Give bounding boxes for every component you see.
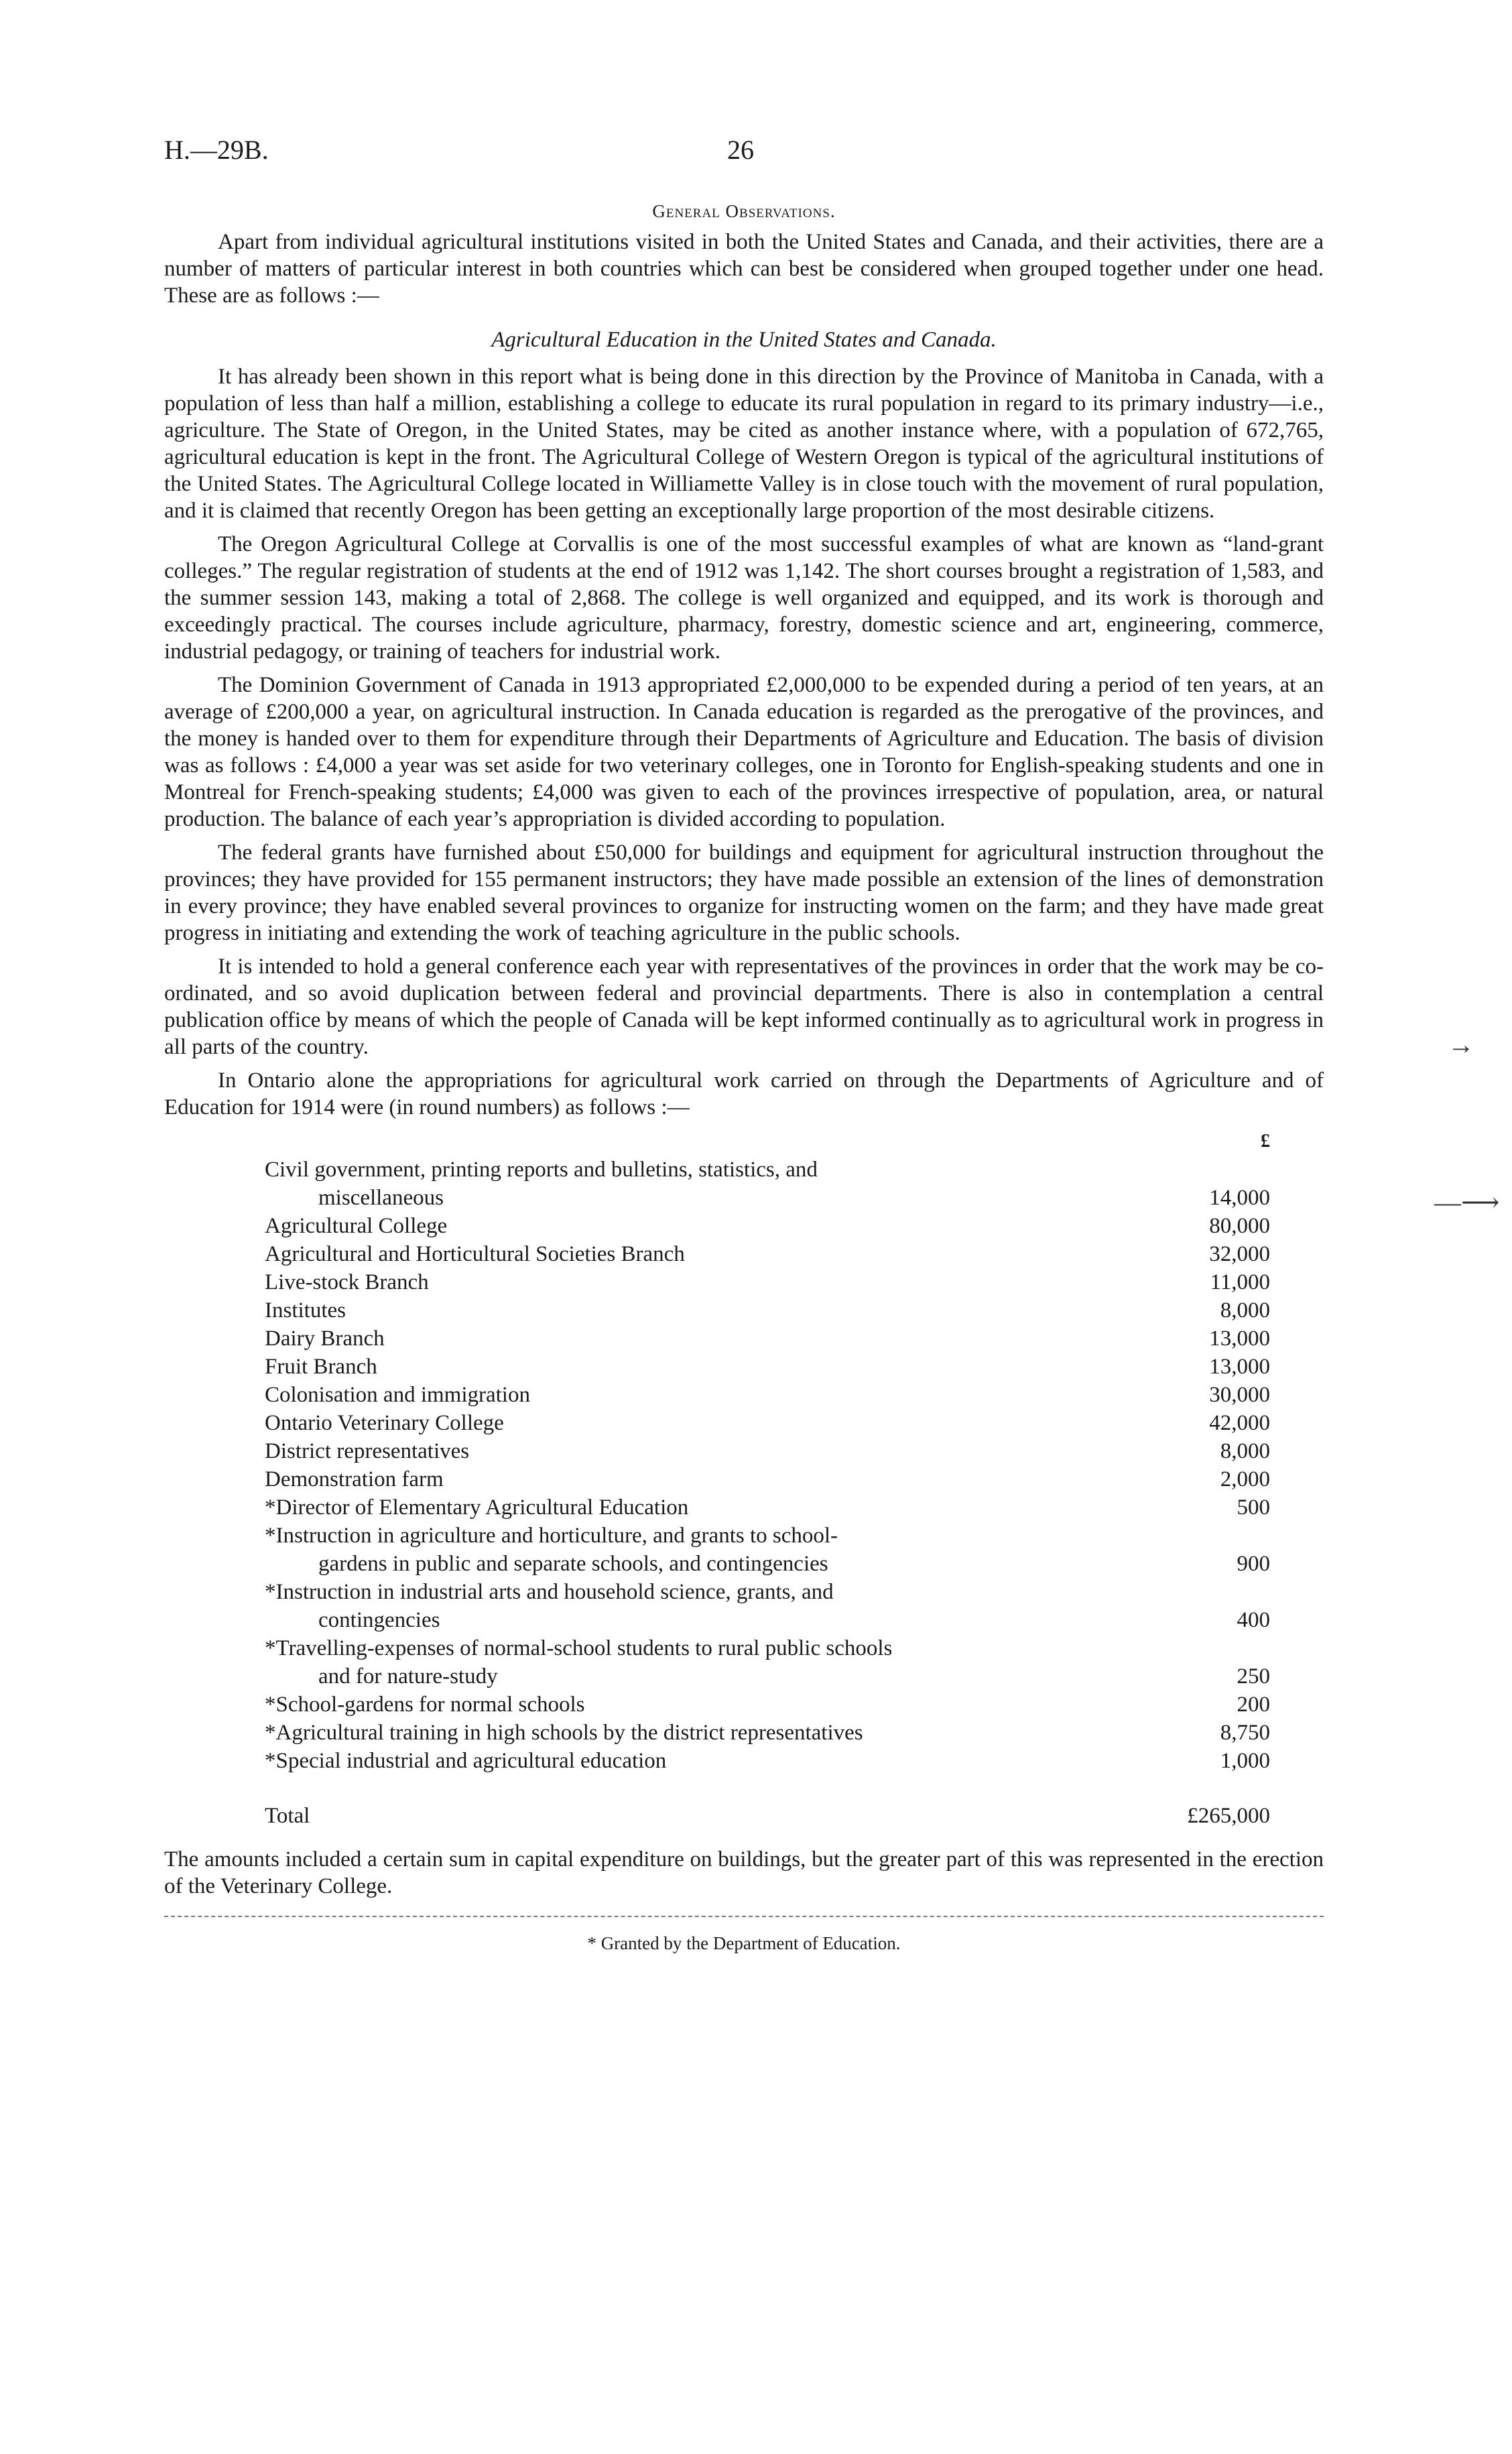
currency-symbol: £ [1261, 1131, 1270, 1152]
appropriation-row [265, 1268, 1270, 1296]
appropriation-row [265, 1437, 1270, 1465]
appropriation-label-continuation: contingencies [318, 1608, 440, 1632]
appropriation-label: Live-stock Branch [265, 1270, 429, 1294]
appropriation-label: *Special industrial and agricultural education [265, 1749, 667, 1773]
appropriation-row [265, 1212, 1270, 1240]
subheading: Agricultural Education in the United States and Canada. [491, 328, 997, 352]
appropriation-row [265, 1578, 1270, 1634]
appropriation-amount: 80,000 [1209, 1214, 1270, 1238]
section-title: General Observations. [652, 201, 836, 221]
appropriation-label-continuation: gardens in public and separate schools, and contingencies [318, 1552, 828, 1576]
appropriation-label: Colonisation and immigration [265, 1383, 530, 1407]
appropriation-amount: 400 [1237, 1608, 1270, 1632]
appropriation-amount: 200 [1237, 1693, 1270, 1717]
appropriation-amount: 8,750 [1220, 1721, 1270, 1745]
appropriation-amount: 8,000 [1220, 1298, 1270, 1323]
appropriation-label: *Instruction in agriculture and horticulture, and grants to school- [265, 1524, 838, 1548]
appropriation-amount: 8,000 [1220, 1439, 1270, 1463]
appropriation-row [265, 1522, 1270, 1578]
appropriation-amount: 42,000 [1209, 1411, 1270, 1435]
paragraph-ontario: In Ontario alone the appropriations for agricultural work carried on through the Departments of Agriculture and of Education for 1914 were (in round numbers) as follows :— [164, 1068, 1324, 1119]
document-page [164, 134, 1324, 1954]
document-reference: H.—29B. [164, 135, 269, 165]
appropriation-row [265, 1381, 1270, 1409]
appropriation-row [265, 1634, 1270, 1691]
appropriation-label: *Agricultural training in high schools by the district representatives [265, 1721, 863, 1745]
appropriation-label: Demonstration farm [265, 1467, 444, 1491]
page-number: 26 [727, 135, 754, 165]
margin-mark: → [1448, 1030, 1474, 1060]
appropriation-row [265, 1296, 1270, 1325]
appropriation-row [265, 1240, 1270, 1268]
appropriation-amount: 14,000 [1209, 1186, 1270, 1210]
appropriation-label-continuation: miscellaneous [318, 1186, 444, 1210]
appropriation-amount: 13,000 [1209, 1355, 1270, 1379]
footnote-divider [164, 1916, 1324, 1917]
appropriation-row [265, 1747, 1270, 1775]
appropriation-amount: 32,000 [1209, 1242, 1270, 1266]
appropriation-amount: 30,000 [1209, 1383, 1270, 1407]
appropriation-amount: 900 [1237, 1552, 1270, 1576]
appropriation-row [265, 1409, 1270, 1437]
closing-paragraph: The amounts included a certain sum in capital expenditure on buildings, but the greater part of this was represented in the erection of the Veterinary College. [164, 1847, 1324, 1898]
appropriation-label: *Instruction in industrial arts and household science, grants, and [265, 1580, 834, 1604]
appropriation-label: Fruit Branch [265, 1355, 377, 1379]
intro-paragraph: Apart from individual agricultural institutions visited in both the United States and Canada, and their activities, there are a number of matters of particular interest in both countries which can best be considered when grouped together under one head. These are as follows :— [164, 230, 1324, 308]
appropriation-label: Dairy Branch [265, 1327, 385, 1351]
appropriation-label: *Director of Elementary Agricultural Education [265, 1495, 689, 1520]
appropriation-label: Agricultural College [265, 1214, 448, 1238]
currency-row [265, 1127, 1270, 1156]
appropriation-row [265, 1719, 1270, 1747]
appropriation-label: *School-gardens for normal schools [265, 1693, 585, 1717]
appropriation-label-continuation: and for nature-study [318, 1664, 498, 1689]
appropriation-label: Agricultural and Horticultural Societies Branch [265, 1242, 685, 1266]
appropriation-amount: 13,000 [1209, 1327, 1270, 1351]
paragraph-conference: It is intended to hold a general conference each year with representatives of the provinces in order that the work may be co-ordinated, and so avoid duplication between federal and provincial departments. There is also in contemplation a central publication office by means of which the people of Canada will be kept informed continually as to agricultural work in progress in all parts of the country. [164, 955, 1324, 1059]
appropriation-label: Civil government, printing reports and bulletins, statistics, and [265, 1158, 818, 1182]
paragraph-federal-grants: The federal grants have furnished about £50,000 for buildings and equipment for agricultural instruction throughout the provinces; they have provided for 155 permanent instructors; they have made possible an extension of the lines of demonstration in every province; they have enabled several provinces to organize for instructing women on the farm; and they have made great progress in initiating and extending the work of teaching agriculture in the public schools. [164, 841, 1324, 945]
appropriation-label: Ontario Veterinary College [265, 1411, 504, 1435]
appropriations-table [265, 1127, 1270, 1830]
appropriation-amount: 11,000 [1210, 1270, 1270, 1294]
paragraph-dominion-grant: The Dominion Government of Canada in 1913 appropriated £2,000,000 to be expended during a period of ten years, at an average of £200,000 a year, on agricultural instruction. In Canada education is regarded as the prerogative of the provinces, and the money is handed over to them for expenditure through their Departments of Agriculture and Education. The basis of division was as follows : £4,000 a year was set aside for two veterinary colleges, one in Toronto for English-speaking students and one in Montreal for French-speaking students; £4,000 was given to each of the provinces irrespective of population, area, or natural production. The balance of each year’s appropriation is divided according to population. [164, 673, 1324, 831]
paragraph-corvallis: The Oregon Agricultural College at Corvallis is one of the most successful examples of what are known as “land-grant colleges.” The regular registration of students at the end of 1912 was 1,142. The short courses brought a registration of 1,583, and the summer session 143, making a total of 2,868. The college is well organized and equipped, and its work is thorough and exceedingly practical. The courses include agriculture, pharmacy, forestry, domestic science and art, engineering, commerce, industrial pedagogy, or training of teachers for industrial work. [164, 532, 1324, 664]
appropriation-row [265, 1156, 1270, 1212]
appropriation-amount: 2,000 [1220, 1467, 1270, 1491]
paragraph-manitoba-oregon: It has already been shown in this report what is being done in this direction by the Province of Manitoba in Canada, with a population of less than half a million, establishing a college to educate its rural population in regard to its primary industry—i.e., agriculture. The State of Oregon, in the United States, may be cited as another instance where, with a population of 672,765, agricultural education is kept in the front. The Agricultural College of Western Oregon is typical of the agricultural institutions of the United States. The Agricultural College located in Williamette Valley is in close touch with the movement of rural population, and it is claimed that recently Oregon has been getting an exceptionally large proportion of the most desirable citizens. [164, 365, 1324, 523]
margin-mark: —⟶ [1434, 1187, 1500, 1217]
appropriation-row [265, 1691, 1270, 1719]
total-row [265, 1775, 1270, 1830]
page-header [164, 134, 1324, 174]
appropriation-label: *Travelling-expenses of normal-school students to rural public schools [265, 1636, 893, 1660]
total-amount: £265,000 [1187, 1804, 1270, 1828]
appropriation-label: Institutes [265, 1298, 346, 1323]
appropriation-amount: 1,000 [1220, 1749, 1270, 1773]
appropriation-row [265, 1353, 1270, 1381]
footnote: * Granted by the Department of Education. [587, 1933, 901, 1953]
appropriation-amount: 500 [1237, 1495, 1270, 1520]
appropriation-amount: 250 [1237, 1664, 1270, 1689]
appropriation-row [265, 1325, 1270, 1353]
appropriation-row [265, 1493, 1270, 1522]
total-label: Total [265, 1804, 310, 1828]
appropriation-row [265, 1465, 1270, 1493]
appropriation-label: District representatives [265, 1439, 470, 1463]
